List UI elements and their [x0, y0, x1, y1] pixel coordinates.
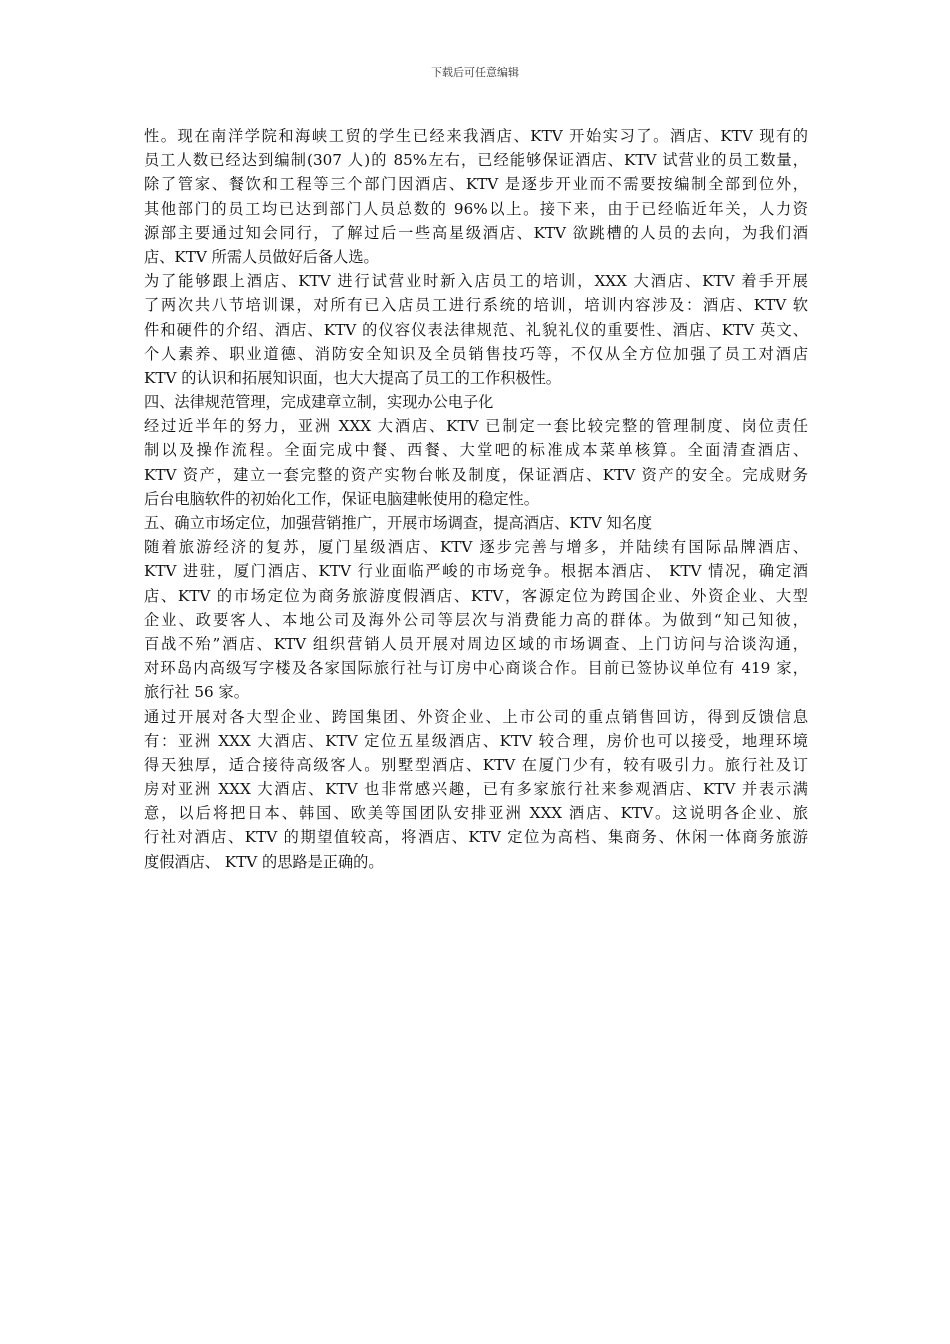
text-line: 个人素养、职业道德、消防安全知识及全员销售技巧等，不仅从全方位加强了员工对酒店: [144, 344, 808, 363]
text-line: 行社对酒店、KTV 的期望值较高，将酒店、KTV 定位为高档、集商务、休闲一体商务旅游: [144, 828, 808, 847]
text-line: 员工人数已经达到编制(307 人)的 85%左右，已经能够保证酒店、KTV 试营业的员工数量，: [144, 151, 808, 170]
text-line: 度假酒店、 KTV 的思路是正确的。: [144, 852, 384, 871]
text-line: 对环岛内高级写字楼及各家国际旅行社与订房中心商谈合作。目前已签协议单位有 419 家，: [144, 659, 808, 678]
text-line: 房对亚洲 XXX 大酒店、KTV 也非常感兴趣，已有多家旅行社来参观酒店、KTV 并表示满: [144, 780, 808, 799]
text-line: 后台电脑软件的初始化工作，保证电脑建帐使用的稳定性。: [144, 489, 539, 508]
text-line: 经过近半年的努力，亚洲 XXX 大酒店、KTV 已制定一套比较完整的管理制度、岗位责任: [144, 417, 808, 436]
paragraph: [144, 535, 808, 704]
text-line: 通过开展对各大型企业、跨国集团、外资企业、上市公司的重点销售回访，得到反馈信息: [144, 707, 808, 726]
paragraph: [144, 705, 808, 874]
paragraph: [144, 414, 808, 511]
text-line: 旅行社 56 家。: [144, 683, 249, 702]
text-line: KTV 的认识和拓展知识面，也大大提高了员工的工作积极性。: [144, 368, 561, 387]
text-line: 意，以后将把日本、韩国、欧美等国团队安排亚洲 XXX 酒店、KTV。这说明各企业、旅: [144, 804, 808, 823]
text-line: 除了管家、餐饮和工程等三个部门因酒店、KTV 是逐步开业而不需要按编制全部到位外，: [144, 175, 808, 194]
paragraph: [144, 269, 808, 390]
text-line: 件和硬件的介绍、酒店、KTV 的仪容仪表法律规范、礼貌礼仪的重要性、酒店、KTV 英文、: [144, 320, 808, 339]
document-body: [144, 124, 808, 874]
text-line: 企业、政要客人、本地公司及海外公司等层次与消费能力高的群体。为做到“知己知彼，: [144, 610, 808, 629]
page-header: 下载后可任意编辑: [431, 66, 519, 79]
paragraph: [144, 124, 808, 269]
text-line: KTV 进驻，厦门酒店、KTV 行业面临严峻的市场竞争。根据本酒店、 KTV 情况，确定酒: [144, 562, 808, 581]
paragraph: [144, 390, 808, 414]
text-line: 性。现在南洋学院和海峡工贸的学生已经来我酒店、KTV 开始实习了。酒店、KTV 现有的: [144, 127, 808, 145]
text-line: 五、确立市场定位，加强营销推广，开展市场调查，提高酒店、KTV 知名度: [144, 514, 653, 532]
text-line: KTV 资产，建立一套完整的资产实物台帐及制度，保证酒店、KTV 资产的安全。完成财务: [144, 465, 808, 484]
text-line: 制以及操作流程。全面完成中餐、西餐、大堂吧的标准成本菜单核算。全面清查酒店、: [144, 441, 808, 460]
text-line: 店、KTV 所需人员做好后备人选。: [144, 247, 379, 266]
text-line: 店、KTV 的市场定位为商务旅游度假酒店、KTV，客源定位为跨国企业、外资企业、大型: [144, 586, 808, 605]
text-line: 四、法律规范管理，完成建章立制，实现办公电子化: [144, 393, 494, 412]
text-line: 有：亚洲 XXX 大酒店、KTV 定位五星级酒店、KTV 较合理，房价也可以接受，地理环境: [144, 731, 808, 750]
text-line: 了两次共八节培训课，对所有已入店员工进行系统的培训，培训内容涉及：酒店、KTV 软: [144, 296, 808, 315]
text-line: 百战不殆”酒店、KTV 组织营销人员开展对周边区域的市场调查、上门访问与洽谈沟通，: [144, 634, 808, 653]
paragraph: [144, 511, 808, 535]
text-line: 源部主要通过知会同行，了解过后一些高星级酒店、KTV 欲跳槽的人员的去向，为我们酒: [144, 223, 808, 242]
text-line: 为了能够跟上酒店、KTV 进行试营业时新入店员工的培训，XXX 大酒店、KTV 着手开展: [144, 272, 808, 291]
text-line: 得天独厚，适合接待高级客人。别墅型酒店、KTV 在厦门少有，较有吸引力。旅行社及订: [144, 755, 808, 774]
text-line: 其他部门的员工均已达到部门人员总数的 96%以上。接下来，由于已经临近年关，人力资: [144, 199, 808, 218]
text-line: 随着旅游经济的复苏，厦门星级酒店、KTV 逐步完善与增多，并陆续有国际品牌酒店、: [144, 538, 808, 557]
